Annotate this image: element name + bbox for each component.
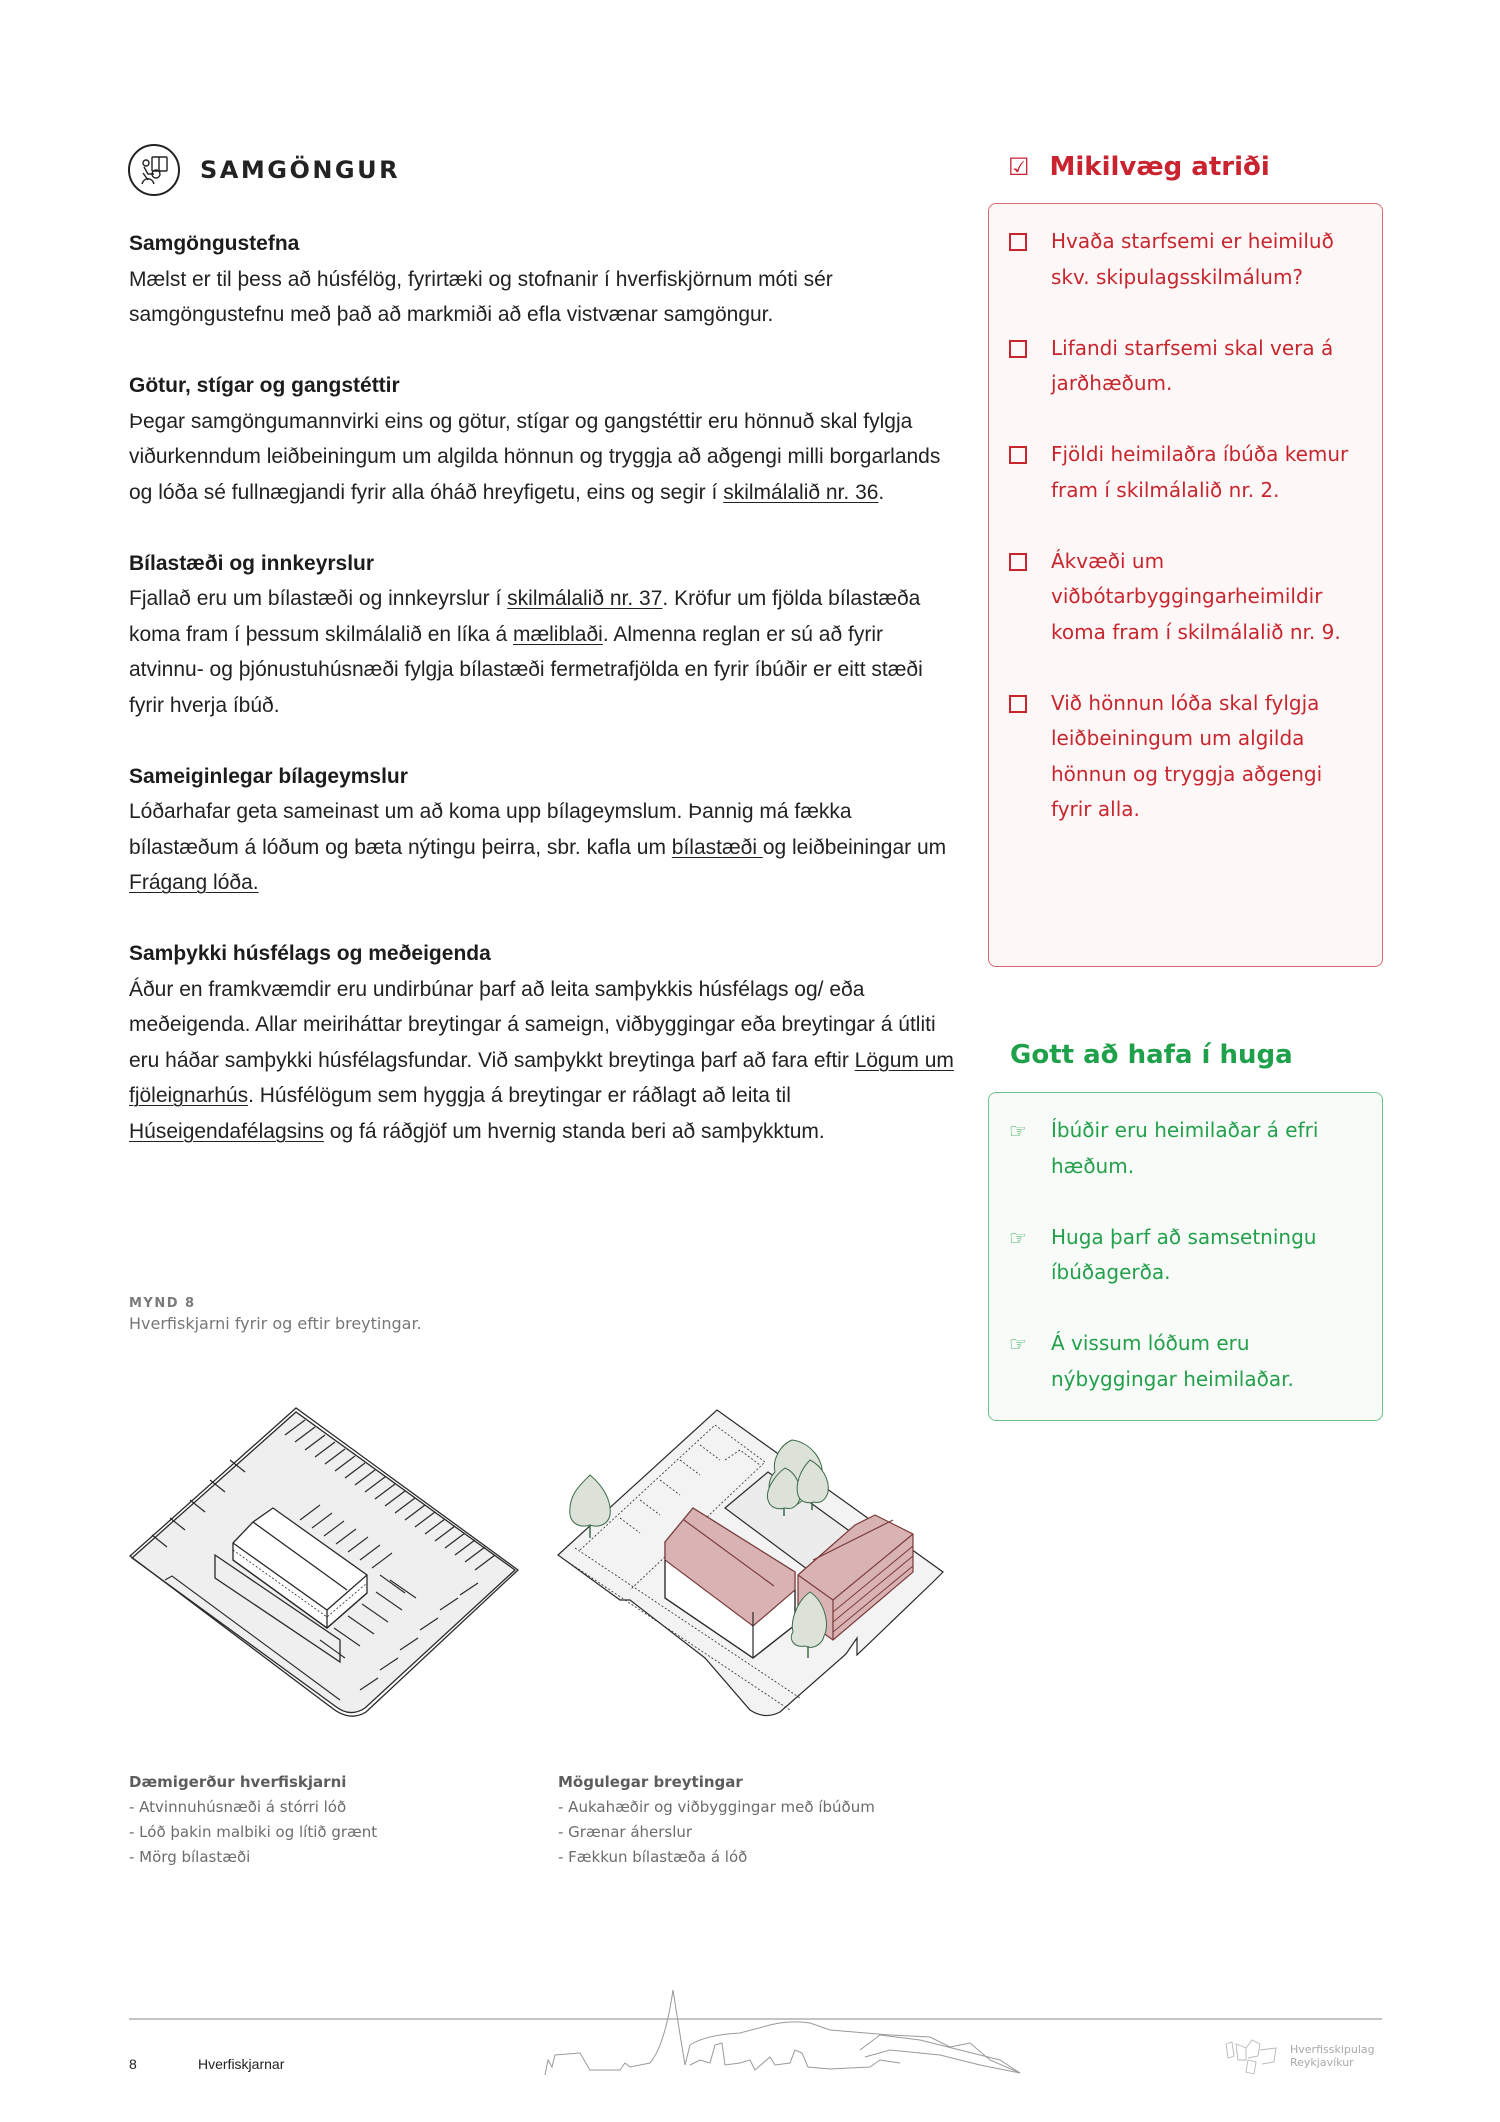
- tip-item: [1009, 1326, 1368, 1397]
- section-approval: [129, 936, 959, 1149]
- caption-item: - Atvinnuhúsnæði á stórri lóð: [129, 1798, 347, 1816]
- caption-title: Dæmigerður hverfiskjarni: [129, 1773, 347, 1791]
- section-heading: Götur, stígar og gangstéttir: [129, 374, 400, 397]
- caption-item: - Mörg bílastæði: [129, 1848, 251, 1866]
- caption-item: - Aukahæðir og viðbyggingar með íbúðum: [558, 1798, 875, 1816]
- figure-label: [129, 1296, 422, 1333]
- text-span: . Almenna reglan er sú að fyrir atvinnu- og þjónustuhúsnæði fylgja bílastæði fermetrafjölda en fyrir íbúðir er eitt stæði fyrir hverja íbúð.: [129, 622, 923, 717]
- tip-item: [1009, 1113, 1368, 1184]
- checkbox-icon[interactable]: [1009, 446, 1027, 464]
- link-log-fjoleignarhus[interactable]: Lögum um fjöleignarhús: [129, 1048, 954, 1107]
- checklist-item-text: Fjöldi heimilaðra íbúða kemur fram í skilmálalið nr. 2.: [1051, 442, 1349, 502]
- section-shared-garages: [129, 759, 959, 901]
- text-span: Lóðarhafar geta sameinast um að koma upp bílageymslum. Þannig má fækka bílastæðum á lóðum og bæta nýtingu þeirra, sbr. kafla um: [129, 800, 852, 859]
- checkbox-icon[interactable]: [1009, 340, 1027, 358]
- checklist-item-text: Hvaða starfsemi er heimiluð skv. skipulagsskilmálum?: [1051, 229, 1334, 289]
- link-fragangur-loda[interactable]: Frágang lóða.: [129, 871, 259, 894]
- checkbox-icon[interactable]: [1009, 233, 1027, 251]
- checklist-item-text: Við hönnun lóða skal fylgja leiðbeiningum um algilda hönnun og tryggja aðgengi fyrir alla.: [1051, 690, 1323, 821]
- link-skilmalalid-37[interactable]: skilmálalið nr. 37: [507, 587, 663, 610]
- caption-item: - Lóð þakin malbiki og lítið grænt: [129, 1823, 378, 1841]
- section-text: [129, 794, 959, 901]
- tip-item-text: Huga þarf að samsetningu íbúðagerða.: [1051, 1224, 1317, 1284]
- section-text: [129, 581, 959, 723]
- section-title: SAMGÖNGUR: [200, 156, 401, 184]
- tips-title: Gott að hafa í huga: [1010, 1040, 1293, 1070]
- caption-item: - Grænar áherslur: [558, 1823, 693, 1841]
- important-title-text: Mikilvæg atriði: [1049, 152, 1270, 182]
- text-span: Fjallað eru um bílastæði og innkeyrslur í: [129, 587, 508, 610]
- logo-line-2: Reykjavíkur: [1290, 2056, 1354, 2069]
- section-text: [129, 404, 959, 511]
- text-span: og leiðbeiningar um: [762, 835, 947, 859]
- checklist-item: [1009, 686, 1368, 828]
- pointing-hand-icon: ☞: [1009, 1225, 1027, 1250]
- section-transport-policy: [129, 226, 959, 333]
- transport-icon: [128, 144, 180, 196]
- text-span: .: [878, 480, 885, 504]
- checkbox-icon[interactable]: [1009, 553, 1027, 571]
- checklist-item: [1009, 224, 1368, 295]
- text-span: Áður en framkvæmdir eru undirbúnar þarf að leita samþykkis húsfélags og/ eða meðeigenda. Allar meiriháttar breytingar á sameign, viðbyggingar eða breytingar á útliti eru háðar samþykki húsfélagsfundar. Við samþykkt breytinga þarf að fara eftir: [129, 977, 936, 1072]
- checklist-item-text: Lifandi starfsemi skal vera á jarðhæðum.: [1051, 335, 1334, 395]
- section-heading: Samþykki húsfélags og meðeigenda: [129, 942, 491, 965]
- link-huseigendafelagid[interactable]: Húseigendafélagsins: [129, 1119, 324, 1143]
- tips-box: [988, 1092, 1383, 1421]
- section-text: Mælst er til þess að húsfélög, fyrirtæki og stofnanir í hverfiskjörnum móti sér samgöngustefnu með það að markmiði að efla vistvænar samgöngur.: [129, 267, 833, 326]
- tip-item-text: Íbúðir eru heimilaðar á efri hæðum.: [1051, 1118, 1319, 1178]
- checklist-item-text: Ákvæði um viðbótarbyggingarheimildir koma fram í skilmálalið nr. 9.: [1051, 548, 1341, 644]
- section-text: [129, 972, 959, 1150]
- figure-number: MYND 8: [129, 1296, 196, 1311]
- important-box: [988, 203, 1383, 967]
- text-span: og fá ráðgjöf um hvernig standa beri að samþykktum.: [323, 1119, 825, 1143]
- figure-caption-after: [558, 1770, 875, 1870]
- text-span: Þegar samgöngumannvirki eins og götur, stígar og gangstéttir eru hönnuð skal fylgja viðurkenndum leiðbeiningum um algilda hönnun og tryggja að aðgengi milli borgarlands og lóða sé fullnægjandi fyrir alla óháð hreyfigetu, eins og segir í: [129, 409, 941, 504]
- text-span: . Húsfélögum sem hyggja á breytingar er ráðlagt að leita til: [248, 1084, 791, 1107]
- caption-title: Mögulegar breytingar: [558, 1773, 743, 1791]
- pointing-hand-icon: ☞: [1009, 1332, 1027, 1356]
- footer-logo: [1222, 2036, 1375, 2076]
- checked-box-icon: ☑: [1008, 153, 1030, 181]
- checklist-item: [1009, 331, 1368, 402]
- section-heading: Sameiginlegar bílageymslur: [129, 764, 408, 788]
- section-heading: Samgöngustefna: [129, 232, 300, 255]
- checklist-item: [1009, 437, 1368, 508]
- figure-caption: Hverfiskjarni fyrir og eftir breytingar.: [129, 1314, 422, 1333]
- link-maeliblad[interactable]: mæliblaði: [512, 622, 603, 646]
- footer-title: Hverfiskjarnar: [198, 2056, 285, 2072]
- link-bilastaedi[interactable]: bílastæði: [671, 835, 763, 859]
- pointing-hand-icon: ☞: [1009, 1119, 1027, 1143]
- section-parking: [129, 546, 959, 724]
- tip-item-text: Á vissum lóðum eru nýbyggingar heimilaðar.: [1051, 1331, 1294, 1391]
- figure-caption-before: [129, 1770, 377, 1870]
- illustration-after: [550, 1400, 970, 1740]
- link-skilmalalid-36[interactable]: skilmálalið nr. 36: [723, 480, 879, 504]
- section-streets-paths: [129, 368, 959, 510]
- checklist-item: [1009, 544, 1368, 651]
- caption-item: - Fækkun bílastæða á lóð: [558, 1848, 748, 1866]
- illustration-before: [120, 1400, 540, 1740]
- main-content: [129, 226, 959, 1185]
- page-number: 8: [129, 2056, 137, 2072]
- section-header: [128, 144, 400, 196]
- section-heading: Bílastæði og innkeyrslur: [129, 551, 375, 575]
- logo-line-1: Hverfisskipulag: [1290, 2043, 1375, 2056]
- skyline-illustration: [540, 1985, 1170, 2085]
- important-title: [1008, 152, 1270, 182]
- logo-icon: [1222, 2036, 1284, 2076]
- text-span: . Kröfur um fjölda bílastæða koma fram í þessum skilmálalið en líka á: [129, 587, 921, 646]
- checkbox-icon[interactable]: [1009, 695, 1027, 713]
- tip-item: [1009, 1220, 1368, 1291]
